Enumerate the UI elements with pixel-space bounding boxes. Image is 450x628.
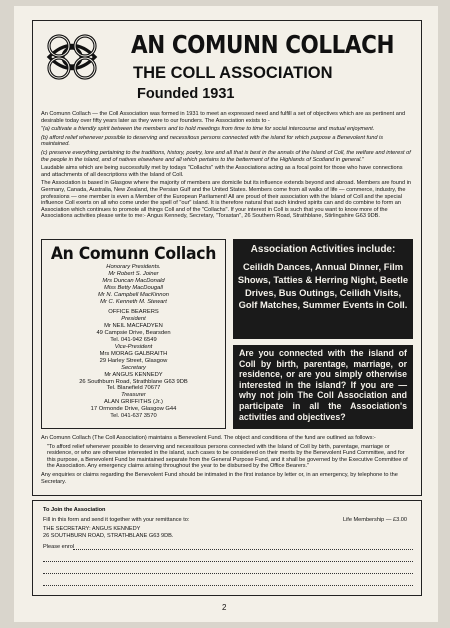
official-line: Mrs Duncan MacDonald: [102, 277, 165, 284]
official-line: 49 Campsie Drive, Bearsden: [96, 330, 171, 337]
official-line: Miss Betty MacDougall: [104, 284, 163, 291]
official-line: 29 Harley Street, Glasgow: [99, 357, 168, 364]
official-line: Honorary Presidents.: [106, 264, 161, 270]
celtic-knot-logo: [41, 30, 103, 84]
benevolent-intro: An Comunn Collach (The Coll Association) maintains a Benevolent Fund. The object and conditions of the fund are outlined as follows:-: [41, 435, 376, 441]
form-line[interactable]: [43, 585, 413, 586]
official-line: 26 Southburn Road, Strathblane G63 9DB: [79, 378, 188, 385]
benevolent-conditions: "To afford relief whenever possible to deserving and necessitous persons connected with the Island of Coll by birth, parentage, marriage or residence, or who are otherwise interested in the island, such cases to be considered on their merits by the Benevolent Fund Committee, and for this purpose, a Benevolent Fund be maintained separate from the General Purpose Fund, and it shall be governed by the Executive Committee of the Association. Any emergency claims arising throughout the year to be disbursed by the Office Bearers.": [47, 443, 408, 470]
official-line: 17 Ormonde Drive, Glasgow G44: [90, 406, 177, 413]
secretary-address: 26 SOUTHBURN ROAD, STRATHBLANE G63 9DB.: [43, 533, 174, 539]
objective-c: (c) preserve everything pertaining to the traditions, history, poetry, lore and all that is best in the annals of the Island of Coll, the welfare and interest of the people in the island, and of natives elsewhere and all which pertains to the betterment of the Highlands of Scotland in general.": [41, 149, 411, 163]
life-membership-fee: Life Membership — £3.00: [342, 517, 407, 523]
benevolent-fund-text: [41, 435, 413, 487]
official-line: Mr N. Campbell MacKinnon: [98, 291, 169, 298]
please-enrol-label: Please enrol: [43, 544, 75, 550]
official-line: Tel. Blanefield 70677: [106, 385, 161, 392]
join-heading: To Join the Association: [43, 507, 106, 513]
official-line: Treasurer: [121, 392, 146, 399]
activities-box: [233, 239, 413, 339]
secretary-name: THE SECRETARY: ANGUS KENNEDY: [43, 526, 141, 532]
objective-a: "(a) cultivate a friendly spirit between the members and to hold meetings from time to time for social intercourse and mutual enjoyment.: [41, 126, 375, 133]
form-line[interactable]: [43, 561, 413, 562]
page-number: 2: [222, 603, 227, 612]
official-line: Mr ANGUS KENNEDY: [104, 371, 163, 378]
subtitle: THE COLL ASSOCIATION: [133, 64, 333, 82]
official-line: Vice-President: [114, 343, 153, 350]
official-line: OFFICE BEARERS: [108, 309, 159, 316]
officials-title: An Comunn Collach: [50, 244, 217, 264]
official-line: Tel. 041-637 3570: [110, 413, 157, 420]
aims-paragraph: Laudable aims which are being successfully met by todays "Collachs" with the Associations acting as a focal point for those who have connections and attachments of all descriptions with the Island of Coll.: [41, 165, 403, 178]
official-line: President: [121, 316, 146, 323]
membership-paragraph: The Association is based in Glasgow where the majority of members are domicile but its influence extends beyond and abroad. Members are found in Germany, Canada, Australia, New Zealand, the Persian Gulf and the United States. Members come from all walks of life — commerce, industry, the professions — one member is even a Member of the European Parliament! All are proud of their association with the Island of Coll and the special influence Coll exerts on all who come under the spell of "our" island. It is therefore natural that such kindred spirits can and do combine to form an Association which continues to promote all things Coll and of the "Collachs". If your interest in Coll is such that you want to know more of the Associations activities please write to me:- Angus Kennedy, Secretary, "Torastan", 26 Southern Road, Strathblane, Stirlingshire G63 9DB.: [41, 180, 412, 220]
main-frame: [32, 20, 422, 496]
official-line: Tel. 041-942 6549: [110, 337, 157, 344]
main-title: AN COMUNN COLLACH: [131, 30, 395, 59]
form-line[interactable]: [43, 573, 413, 574]
official-line: Mrs MORAG GALBRAITH: [99, 350, 168, 357]
join-invitation-box: [233, 345, 413, 429]
activities-title: Association Activities include:: [250, 244, 396, 255]
objective-b: (b) afford relief whenever possible to deserving and necessitous persons connected with the island for which purpose a Benevolent fund is maintained.: [41, 134, 384, 148]
enrol-line[interactable]: [73, 549, 413, 550]
benevolent-enquiries: Any enquiries or claims regarding the Benevolent Fund should be intimated in the first instance by letter or, in an emergency, by telephone to the Secretary.: [41, 471, 398, 485]
intro-text: [41, 111, 413, 222]
official-line: Mr C. Kenneth M. Stewart: [100, 298, 167, 305]
join-form: [32, 500, 422, 596]
official-line: Mr Robert S. Joiner: [108, 270, 159, 277]
official-line: ALAN GRIFFITHS (Jr.): [104, 399, 163, 406]
official-line: Mr NEIL MACFADYEN: [104, 323, 163, 330]
activities-list: Ceilidh Dances, Annual Dinner, Film Shows, Tatties & Herring Night, Beetle Drives, Bus Outings, Ceilidh Visits, Golf Matches, Summer Events in Coll.: [237, 261, 409, 311]
officials-list: [42, 264, 225, 420]
official-line: Secretary: [121, 364, 146, 371]
officials-box: [41, 239, 226, 429]
join-invitation-text: Are you connected with the island of Coll by birth, parentage, marriage, or residence, or are you simply otherwise interested in the island? If you are — why not join The Coll Association and participate in all the Association's activities and objectives?: [239, 348, 407, 422]
intro-paragraph: An Comunn Collach — the Coll Association was formed in 1931 to meet an expressed need and fulfill a set of objectives which are as pertinent and desirable today over fifty years later as they were to our founders. The Association exists to -: [41, 111, 406, 124]
founded-year: Founded 1931: [137, 86, 235, 102]
join-instruction: Fill in this form and send it together with your remittance to:: [43, 517, 190, 523]
